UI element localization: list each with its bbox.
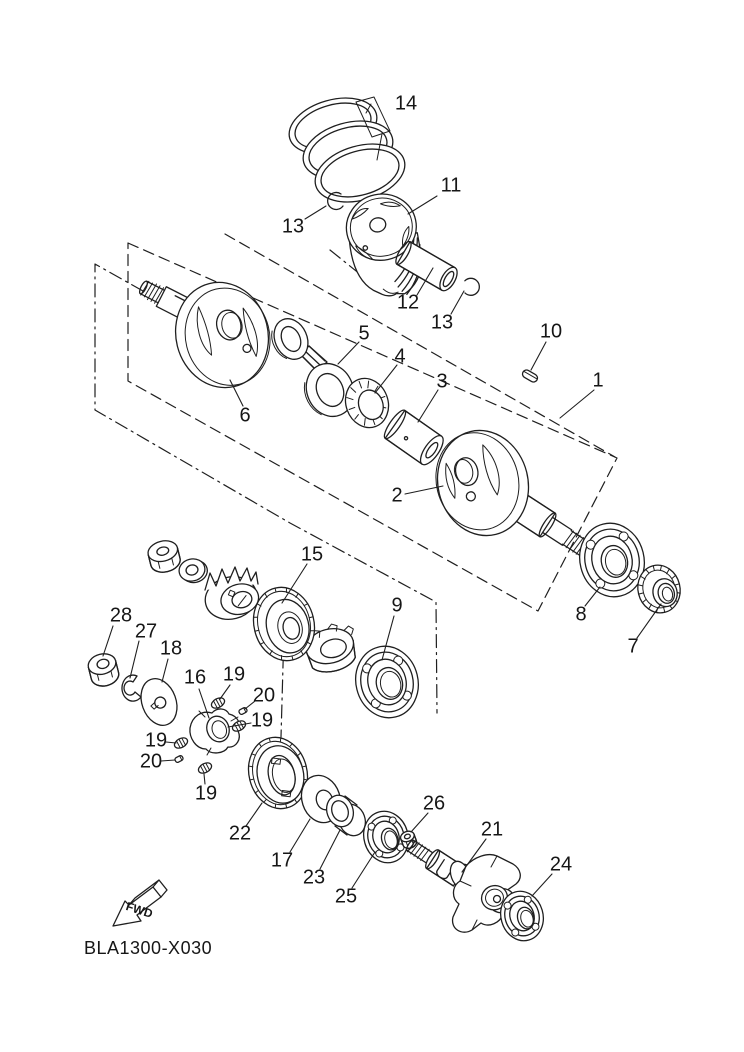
part-label-27: 27 [134, 620, 158, 643]
part-label-16: 16 [183, 666, 207, 689]
leader-line-23 [320, 830, 340, 869]
assembly-guide-lines [95, 234, 617, 737]
leader-line-25 [352, 852, 375, 888]
leader-line-8 [585, 587, 600, 606]
part-label-18: 18 [159, 637, 183, 660]
crank-pin [381, 408, 447, 469]
leader-line-13 [305, 206, 326, 219]
clutch-spring [210, 696, 227, 711]
leader-line-17 [290, 819, 310, 852]
fwd-arrow [113, 880, 167, 926]
leader-line-10 [531, 342, 546, 370]
part-label-6: 6 [239, 404, 251, 427]
part-label-13: 13 [430, 311, 454, 334]
fwd-label: FWD [124, 899, 155, 921]
spacer-collar [322, 792, 369, 840]
part-label-2: 2 [391, 484, 403, 507]
balancer-bearing-upper [348, 640, 426, 725]
leader-line-11 [408, 196, 437, 214]
leader-line-26 [411, 813, 428, 832]
woodruff-key [521, 369, 539, 384]
part-label-1: 1 [592, 369, 604, 392]
leader-line-19 [220, 685, 230, 699]
leader-line-18 [162, 659, 168, 682]
part-label-21: 21 [480, 818, 504, 841]
leader-line-19 [166, 742, 176, 743]
part-label-19: 19 [144, 729, 168, 752]
balancer-nut [86, 651, 121, 689]
part-label-15: 15 [300, 543, 324, 566]
part-label-11: 11 [440, 174, 462, 197]
clutch-spring [197, 761, 214, 776]
crank-half-left [136, 272, 280, 397]
part-label-8: 8 [575, 603, 587, 626]
part-label-24: 24 [549, 853, 573, 876]
timing-pinion [201, 567, 262, 625]
part-label-20: 20 [252, 684, 276, 707]
part-label-5: 5 [358, 322, 370, 345]
clutch-pin [174, 755, 183, 763]
part-label-19: 19 [222, 663, 246, 686]
part-label-19: 19 [250, 709, 274, 732]
crank-washer [177, 556, 210, 586]
part-label-7: 7 [627, 635, 639, 658]
leader-line-28 [103, 626, 113, 656]
piston-ring-set [283, 89, 412, 212]
part-label-19: 19 [194, 782, 218, 805]
part-label-22: 22 [228, 822, 252, 845]
part-label-13: 13 [281, 215, 305, 238]
part-label-20: 20 [139, 750, 163, 773]
part-label-26: 26 [422, 792, 446, 815]
circlip-lower [463, 277, 481, 296]
part-label-12: 12 [396, 291, 420, 314]
leader-line-24 [532, 874, 552, 896]
crank-nut [146, 538, 183, 575]
diagram-code: BLA1300-X030 [84, 938, 213, 958]
leader-line-5 [338, 342, 359, 364]
leader-line-4 [375, 365, 397, 393]
part-label-14: 14 [394, 92, 418, 115]
part-label-9: 9 [391, 594, 403, 617]
crank-half-right [426, 421, 605, 569]
leader-line-20 [161, 760, 175, 761]
part-label-17: 17 [270, 849, 294, 872]
part-label-23: 23 [302, 866, 326, 889]
leader-line-27 [130, 641, 139, 678]
part-label-3: 3 [436, 370, 448, 393]
leader-line-3 [418, 390, 438, 422]
clutch-hub [190, 709, 240, 755]
balancer-plate [135, 674, 183, 731]
part-label-10: 10 [539, 320, 563, 343]
part-label-4: 4 [394, 345, 406, 368]
part-label-25: 25 [334, 885, 358, 908]
leader-line-1 [560, 390, 594, 418]
lock-washer [122, 675, 141, 701]
part-label-28: 28 [109, 604, 133, 627]
